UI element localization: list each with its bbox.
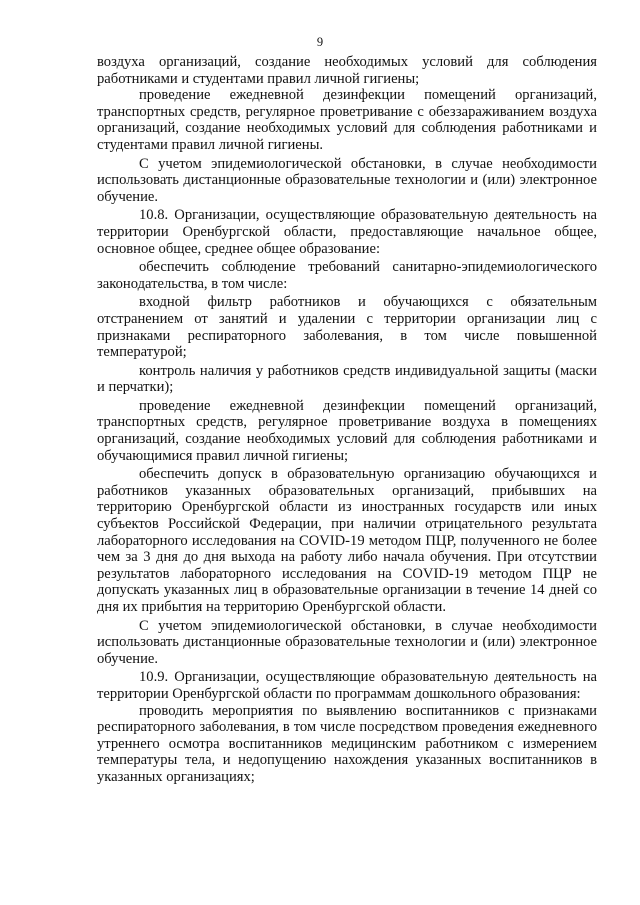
paragraph-disinfection-schools: проведение ежедневной дезинфекции помещений организаций, транспортных средств, регулярное проветривание воздуха в помещениях организаций, создание необходимых условий для соблюдения работниками и обучающимися правил личной гигиены; (97, 397, 597, 464)
paragraph-sanitary-requirements: обеспечить соблюдение требований санитарно-эпидемиологического законодательства, в том числе: (97, 259, 597, 292)
document-body (97, 54, 597, 786)
paragraph-admission-covid-test: обеспечить допуск в образовательную организацию обучающихся и работников указанных образовательных организаций, прибывших на территорию Оренбургской области из иностранных государств или иных субъектов Российской Федерации, при наличии отрицательного результата лабораторного исследования на COVID-19 методом ПЦР, полученного не более чем за 3 дня до дня выхода на работу либо начала обучения. При отсутствии результатов лабораторного исследования на COVID-19 методом ПЦР не допускать указанных лиц в образовательные организации в течение 14 дней со дня их прибытия на территорию Оренбургской области. (97, 466, 597, 615)
paragraph-section-10-9: 10.9. Организации, осуществляющие образовательную деятельность на территории Оренбургской области по программам дошкольного образования: (97, 669, 597, 702)
page-number: 9 (316, 35, 324, 49)
paragraph-distance-learning-1: С учетом эпидемиологической обстановки, в случае необходимости использовать дистанционные образовательные технологии и (или) электронное обучение. (97, 155, 597, 205)
paragraph-preschool-screening: проводить мероприятия по выявлению воспитанников с признаками респираторного заболевания, в том числе посредством проведения ежедневного утреннего осмотра воспитанников медицинским работником с измерением температуры тела, и недопущению нахождения указанных воспитанников в указанных организациях; (97, 702, 597, 785)
paragraph-continuation: воздуха организаций, создание необходимых условий для соблюдения работниками и студентами правил личной гигиены; (97, 54, 597, 87)
paragraph-disinfection-students: проведение ежедневной дезинфекции помещений организаций, транспортных средств, регулярное проветривание с обеззараживанием воздуха организаций, создание необходимых условий для соблюдения работниками и студентами правил личной гигиены. (97, 87, 597, 153)
paragraph-distance-learning-2: С учетом эпидемиологической обстановки, в случае необходимости использовать дистанционные образовательные технологии и (или) электронное обучение. (97, 617, 597, 667)
paragraph-entry-filter: входной фильтр работников и обучающихся с обязательным отстранением от занятий и удалении с территории организации лиц с признаками респираторного заболевания, в том числе повышенной температурой; (97, 294, 597, 361)
paragraph-section-10-8: 10.8. Организации, осуществляющие образовательную деятельность на территории Оренбургской области, предоставляющие начальное общее, основное общее, среднее общее образование: (97, 207, 597, 257)
paragraph-ppe-control: контроль наличия у работников средств индивидуальной защиты (маски и перчатки); (97, 362, 597, 396)
